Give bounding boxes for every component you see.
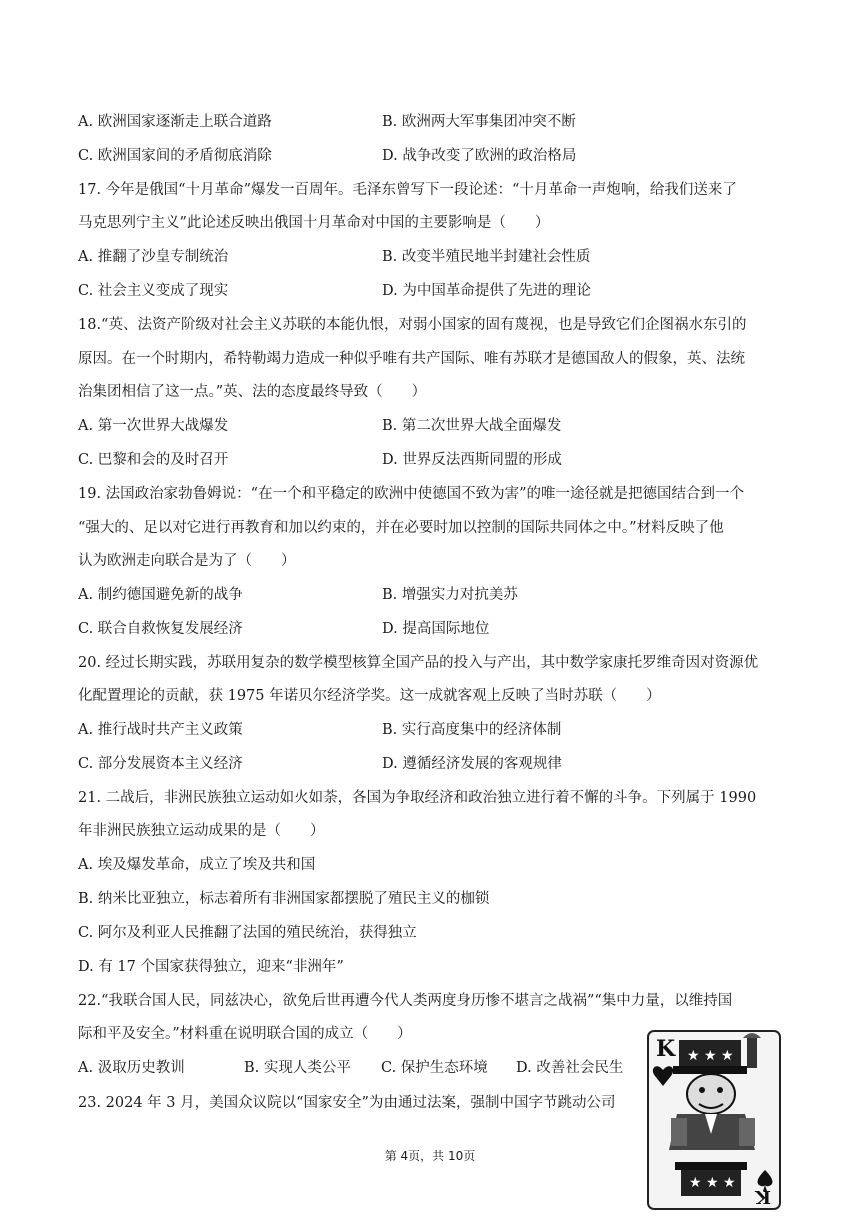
- q19-stem-line1: 19. 法国政治家勃鲁姆说：“在一个和平稳定的欧洲中使德国不致为害”的唯一途径就是把德国结合到一个: [78, 486, 744, 502]
- q22-stem-line2: 际和平及安全。”材料重在说明联合国的成立（ ）: [78, 1026, 412, 1042]
- q21-option-b: B. 纳米比亚独立，标志着所有非洲国家都摆脱了殖民主义的枷锁: [78, 891, 490, 907]
- q18-option-a: A. 第一次世界大战爆发: [78, 418, 229, 434]
- q22-option-d: D. 改善社会民生: [516, 1060, 624, 1076]
- q18-stem-line2: 原因。在一个时期内，希特勒竭力造成一种似乎唯有共产国际、唯有苏联才是德国敌人的假象，英、法统: [78, 351, 745, 367]
- q18-stem-line3: 治集团相信了这一点。”英、法的态度最终导致（ ）: [78, 384, 427, 400]
- q19-stem-line2: “强大的、足以对它进行再教育和加以约束的，并在必要时加以控制的国际共同体之中。”材料反映了他: [78, 520, 724, 536]
- q17-option-b: B. 改变半殖民地半封建社会性质: [382, 249, 591, 265]
- q22-option-a: A. 汲取历史教训: [78, 1060, 185, 1076]
- q21-option-d: D. 有 17 个国家获得独立，迎来“非洲年”: [78, 959, 344, 975]
- q19-option-c: C. 联合自救恢复发展经济: [78, 621, 243, 637]
- q16-option-b: B. 欧洲两大军事集团冲突不断: [382, 114, 576, 130]
- q20-option-b: B. 实行高度集中的经济体制: [382, 722, 562, 738]
- q18-option-c: C. 巴黎和会的及时召开: [78, 452, 229, 468]
- q18-option-d: D. 世界反法西斯同盟的形成: [382, 452, 562, 468]
- q22-option-b: B. 实现人类公平: [244, 1060, 351, 1076]
- q20-stem-line1: 20. 经过长期实践，苏联用复杂的数学模型核算全国产品的投入与产出，其中数学家康托罗维奇因对资源优: [78, 655, 759, 671]
- q17-option-c: C. 社会主义变成了现实: [78, 283, 229, 299]
- q18-stem-line1: 18.“英、法资产阶级对社会主义苏联的本能仇恨，对弱小国家的固有蔑视，也是导致它们企图祸水东引的: [78, 317, 747, 333]
- q17-option-d: D. 为中国革命提供了先进的理论: [382, 283, 591, 299]
- q21-option-a: A. 埃及爆发革命，成立了埃及共和国: [78, 857, 316, 873]
- q16-option-d: D. 战争改变了欧洲的政治格局: [382, 148, 577, 164]
- q17-option-a: A. 推翻了沙皇专制统治: [78, 249, 229, 265]
- q23-stem-line1: 23. 2024 年 3 月，美国众议院以“国家安全”为由通过法案，强制中国字节跳动公司: [78, 1095, 616, 1111]
- q22-stem-line1: 22.“我联合国人民，同兹决心，欲免后世再遭今代人类两度身历惨不堪言之战祸”“集中力量，以维持国: [78, 993, 733, 1009]
- q17-stem-line2: 马克思列宁主义”此论述反映出俄国十月革命对中国的主要影响是（ ）: [78, 215, 550, 231]
- card-rank-top: K: [656, 1036, 676, 1062]
- q19-option-a: A. 制约德国避免新的战争: [78, 587, 243, 603]
- svg-text:★ ★ ★: ★ ★ ★: [689, 1175, 736, 1191]
- q22-option-c: C. 保护生态环境: [381, 1060, 488, 1076]
- q20-stem-line2: 化配置理论的贡献，获 1975 年诺贝尔经济学奖。这一成就客观上反映了当时苏联（ ）: [78, 688, 661, 704]
- svg-text:★ ★ ★: ★ ★ ★: [687, 1048, 734, 1064]
- q16-option-c: C. 欧洲国家间的矛盾彻底消除: [78, 148, 272, 164]
- playing-card-illustration: [647, 1030, 781, 1210]
- card-rank-bottom: K: [755, 1186, 771, 1207]
- q21-stem-line2: 年非洲民族独立运动成果的是（ ）: [78, 823, 325, 839]
- page-footer: 第 4页，共 10页: [384, 1149, 476, 1163]
- q18-option-b: B. 第二次世界大战全面爆发: [382, 418, 562, 434]
- q16-option-a: A. 欧洲国家逐渐走上联合道路: [78, 114, 272, 130]
- q21-stem-line1: 21. 二战后，非洲民族独立运动如火如荼，各国为争取经济和政治独立进行着不懈的斗争。下列属于 1990: [78, 790, 757, 806]
- q19-option-b: B. 增强实力对抗美苏: [382, 587, 518, 603]
- q20-option-c: C. 部分发展资本主义经济: [78, 756, 243, 772]
- q19-option-d: D. 提高国际地位: [382, 621, 490, 637]
- q20-option-d: D. 遵循经济发展的客观规律: [382, 756, 562, 772]
- q17-stem-line1: 17. 今年是俄国“十月革命”爆发一百周年。毛泽东曾写下一段论述：“十月革命一声炮响，给我们送来了: [78, 182, 737, 198]
- q20-option-a: A. 推行战时共产主义政策: [78, 722, 243, 738]
- q21-option-c: C. 阿尔及利亚人民推翻了法国的殖民统治，获得独立: [78, 925, 417, 941]
- q19-stem-line3: 认为欧洲走向联合是为了（ ）: [78, 553, 296, 569]
